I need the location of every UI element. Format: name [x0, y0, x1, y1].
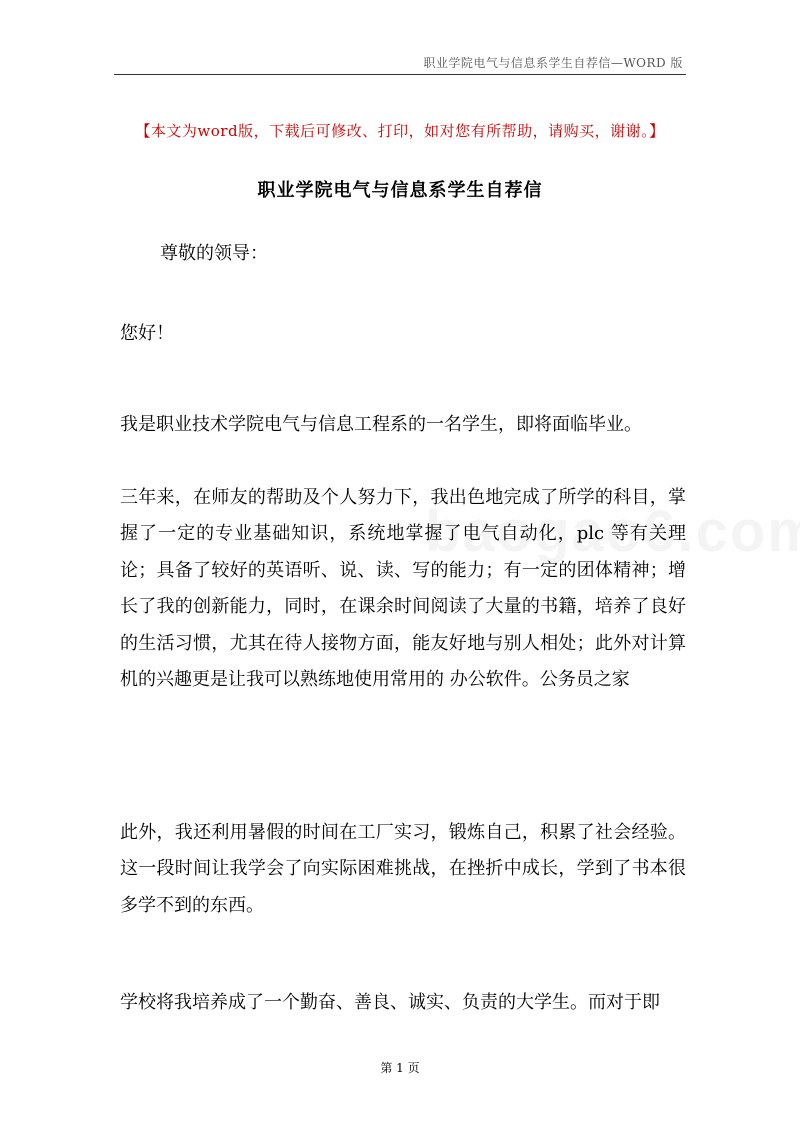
body-paragraph: 此外，我还利用暑假的时间在工厂实习，锻炼自己，积累了社会经验。这一段时间让我学会了向实际困难挑战，在挫折中成长，学到了书本很多学不到的东西。 — [120, 822, 686, 916]
body-paragraph: 我是职业技术学院电气与信息工程系的一名学生，即将面临毕业。 — [120, 414, 642, 435]
header-divider — [114, 74, 686, 75]
body-paragraph: 三年来，在师友的帮助及个人努力下，我出色地完成了所学的科目，掌握了一定的专业基础知识，系统地掌握了电气自动化，plc 等有关理论；具备了较好的英语听、说、读、写的能力；有一定的团体精神；增长了我的创新能力，同时，在课余时间阅读了大量的书籍，培养了良好的生活习惯，尤其在待人接物方面，能友好地与别人相处；此外对计算机的兴趣更是让我可以熟练地使用常用的 办公软件。公务员之家 — [120, 487, 686, 691]
greeting-line: 您好！ — [120, 323, 174, 344]
document-title: 职业学院电气与信息系学生自荐信 — [257, 180, 543, 201]
salutation: 尊敬的领导： — [160, 243, 268, 264]
download-notice: 【本文为word版，下载后可修改、打印，如对您有所帮助，请购买，谢谢。】 — [135, 122, 665, 140]
body-paragraph: 学校将我培养成了一个勤奋、善良、诚实、负责的大学生。而对于即 — [120, 992, 660, 1013]
page-header-title: 职业学院电气与信息系学生自荐信—WORD 版 — [423, 56, 683, 70]
page-number: 第 1 页 — [380, 1061, 420, 1075]
